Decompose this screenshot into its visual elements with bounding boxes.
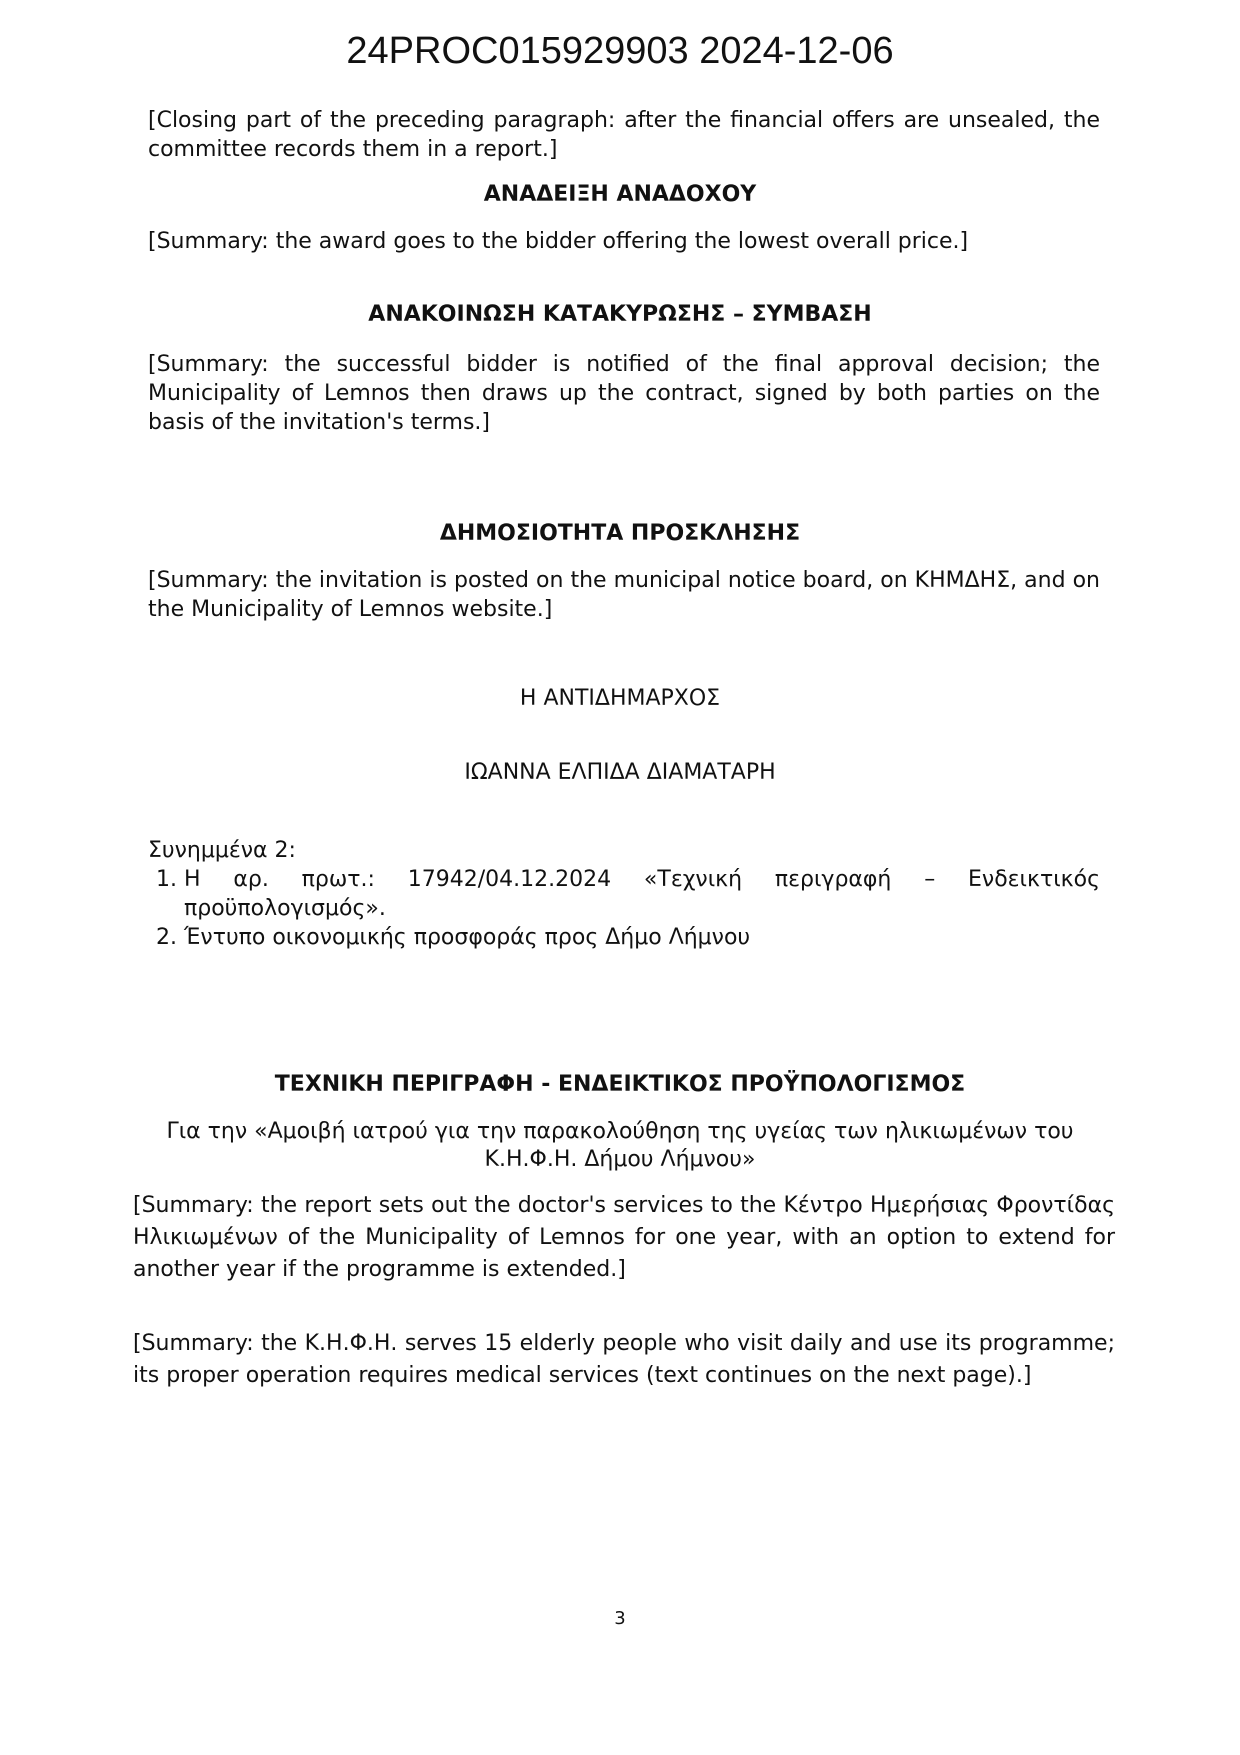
paragraph-kifi-service: [Summary: the Κ.Η.Φ.Η. serves 15 elderly people who visit daily and use its programme; its proper operation requires medical services (text continues on the next page).]: [133, 1331, 1115, 1388]
paragraph-offers-recorded: [Closing part of the preceding paragraph: after the financial offers are unsealed, the committee records them in a report.]: [148, 108, 1100, 162]
attachments-label: Συνημμένα 2:: [148, 838, 296, 863]
heading-contractor-selection: ΑΝΑΔΕΙΞΗ ΑΝΑΔΟΧΟΥ: [483, 182, 757, 207]
signer-title: Η ΑΝΤΙΔΗΜΑΡΧΟΣ: [519, 686, 721, 711]
heading-award-contract: ΑΝΑΚΟΙΝΩΣΗ ΚΑΤΑΚΥΡΩΣΗΣ – ΣΥΜΒΑΣΗ: [368, 302, 872, 327]
heading-technical-description: ΤΕΧΝΙΚΗ ΠΕΡΙΓΡΑΦΗ - ΕΝΔΕΙΚΤΙΚΟΣ ΠΡΟΫΠΟΛΟΓΙΣΜΟΣ: [274, 1072, 966, 1097]
paragraph-award-criterion: [Summary: the award goes to the bidder offering the lowest overall price.]: [148, 229, 969, 254]
subtitle-service: Για την «Αμοιβή ιατρού για την παρακολούθηση της υγείας των ηλικιωμένων του Κ.Η.Φ.Η. Δήμου Λήμνου»: [166, 1119, 1074, 1172]
paragraph-report-scope: [Summary: the report sets out the doctor's services to the Κέντρο Ημερήσιας Φροντίδας Ηλικιωμένων of the Municipality of Lemnos for one year, with an option to extend for another year if the programme is extended.]: [133, 1193, 1115, 1282]
attachments-list: [148, 865, 1100, 952]
heading-publicity: ΔΗΜΟΣΙΟΤΗΤΑ ΠΡΟΣΚΛΗΣΗΣ: [439, 521, 801, 546]
page-number: 3: [614, 1608, 626, 1629]
paragraph-contract-process: [Summary: the successful bidder is notified of the final approval decision; the Municipality of Lemnos then draws up the contract, signed by both parties on the basis of the invitation's terms.]: [148, 352, 1100, 435]
attachments-section: [148, 836, 1100, 952]
attachment-item: 2. Έντυπο οικονομικής προσφοράς προς Δήμο Λήμνου: [184, 923, 1100, 952]
document-id-header: 24PROC015929903 2024-12-06: [346, 30, 894, 72]
attachment-item: 1. Η αρ. πρωτ.: 17942/04.12.2024 «Τεχνική περιγραφή – Ενδεικτικός προϋπολογισμός».: [184, 865, 1100, 923]
paragraph-publicity: [Summary: the invitation is posted on the municipal notice board, on ΚΗΜΔΗΣ, and on the Municipality of Lemnos website.]: [148, 568, 1100, 622]
signer-name: ΙΩΑΝΝΑ ΕΛΠΙΔΑ ΔΙΑΜΑΤΑΡΗ: [464, 760, 776, 785]
